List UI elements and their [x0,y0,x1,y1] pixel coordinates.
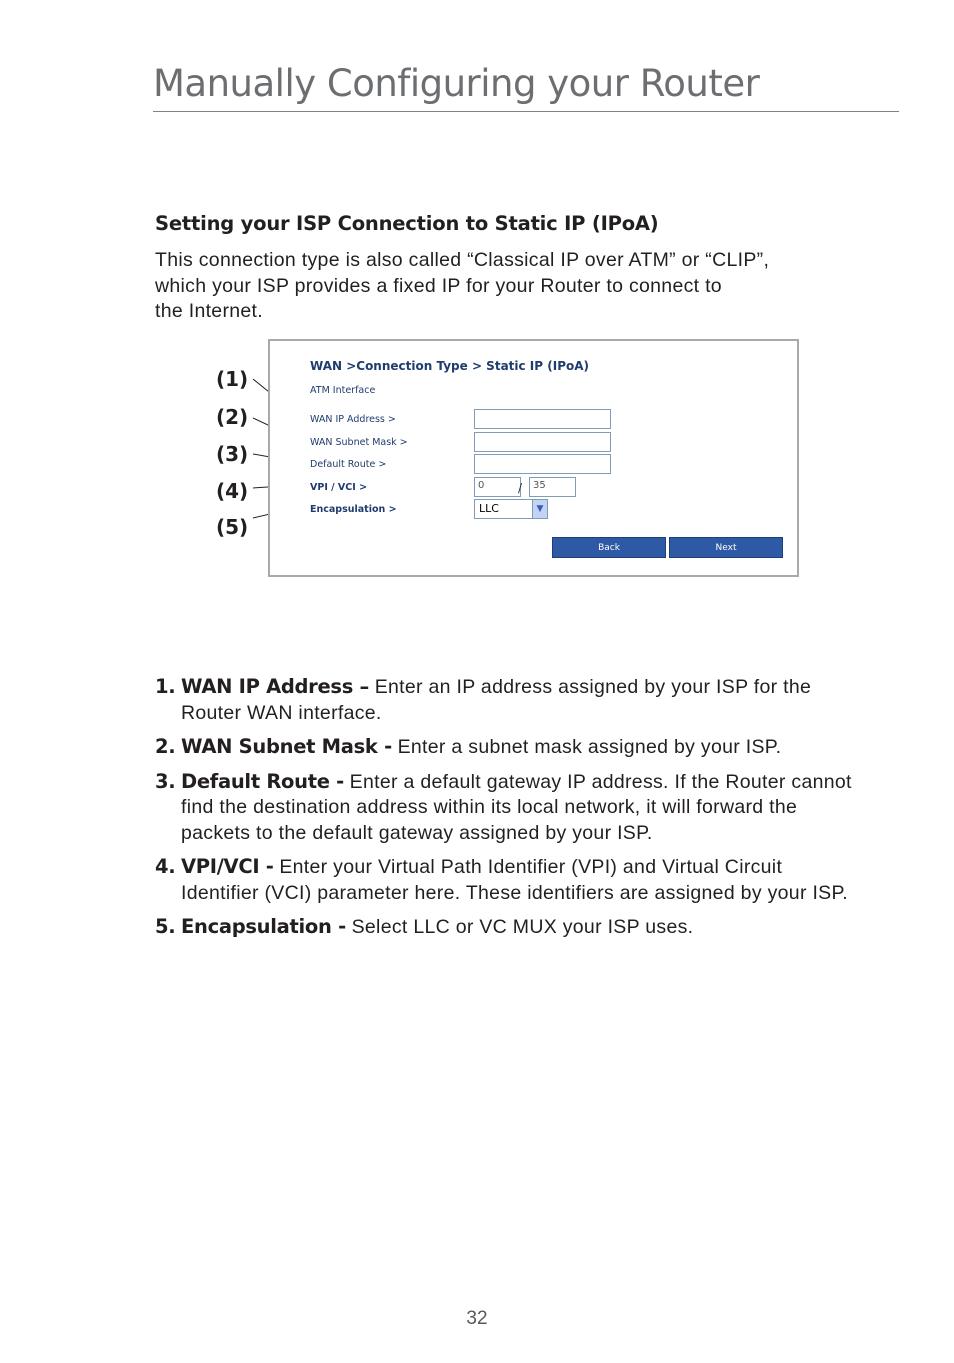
vpi-vci-label: VPI / VCI > [310,482,368,493]
list-number: 4. [155,855,176,878]
page-title: Manually Configuring your Router [153,62,760,105]
list-item [155,734,865,761]
encapsulation-label: Encapsulation > [310,504,397,515]
intro-paragraph [155,248,875,325]
title-divider [153,111,899,112]
list-term: VPI/VCI - [181,855,274,878]
chevron-down-icon[interactable]: ▼ [532,500,547,518]
vci-input[interactable]: 35 [529,477,576,497]
list-item [155,769,865,847]
vpi-vci-separator: / [518,481,523,495]
intro-line: the Internet. [155,300,263,322]
page-number: 32 [466,1308,488,1329]
subnet-mask-label: WAN Subnet Mask > [310,437,408,448]
list-text: Enter a default gateway IP address. If the Router cannot find the destination address within its local network, it will forward the packets to the default gateway assigned by your ISP. [181,770,852,844]
list-term: Encapsulation - [181,915,346,938]
encapsulation-select[interactable] [474,499,548,519]
list-text: Enter an IP address assigned by your ISP for the Router WAN interface. [181,676,812,724]
encapsulation-value: LLC [479,502,499,515]
list-text: Select LLC or VC MUX your ISP uses. [345,916,694,938]
list-term: Default Route - [181,769,344,793]
screenshot-subtitle: ATM Interface [310,385,376,396]
list-number: 1. [155,675,176,698]
intro-line: This connection type is also called “Classical IP over ATM” or “CLIP”, [155,249,770,271]
callout-5: (5) [216,515,249,539]
list-text: Enter a subnet mask assigned by your ISP. [391,736,782,758]
default-route-input[interactable] [474,454,611,474]
callout-2: (2) [216,405,249,429]
list-text: Enter your Virtual Path Identifier (VPI) and Virtual Circuit Identifier (VCI) parameter here. These identifiers are assigned by your ISP. [181,856,848,904]
callout-4: (4) [216,479,249,503]
callout-3: (3) [216,442,249,466]
back-button[interactable]: Back [552,537,666,558]
callout-1: (1) [216,367,249,391]
section-heading: Setting your ISP Connection to Static IP (IPoA) [155,212,659,235]
vpi-input[interactable]: 0 [474,477,521,497]
field-descriptions-list [155,674,865,949]
list-number: 3. [155,769,176,793]
list-number: 5. [155,915,176,938]
list-item [155,854,865,906]
list-item [155,674,865,726]
router-screenshot [268,339,799,577]
next-button[interactable]: Next [669,537,783,558]
default-route-label: Default Route > [310,459,387,470]
list-term: WAN IP Address – [181,675,369,698]
screenshot-breadcrumb: WAN >Connection Type > Static IP (IPoA) [310,359,589,373]
list-number: 2. [155,735,176,758]
intro-line: which your ISP provides a fixed IP for your Router to connect to [155,274,722,297]
wan-ip-label: WAN IP Address > [310,414,396,425]
list-term: WAN Subnet Mask - [181,735,392,758]
wan-ip-input[interactable] [474,409,611,429]
list-item [155,914,865,941]
subnet-mask-input[interactable] [474,432,611,452]
